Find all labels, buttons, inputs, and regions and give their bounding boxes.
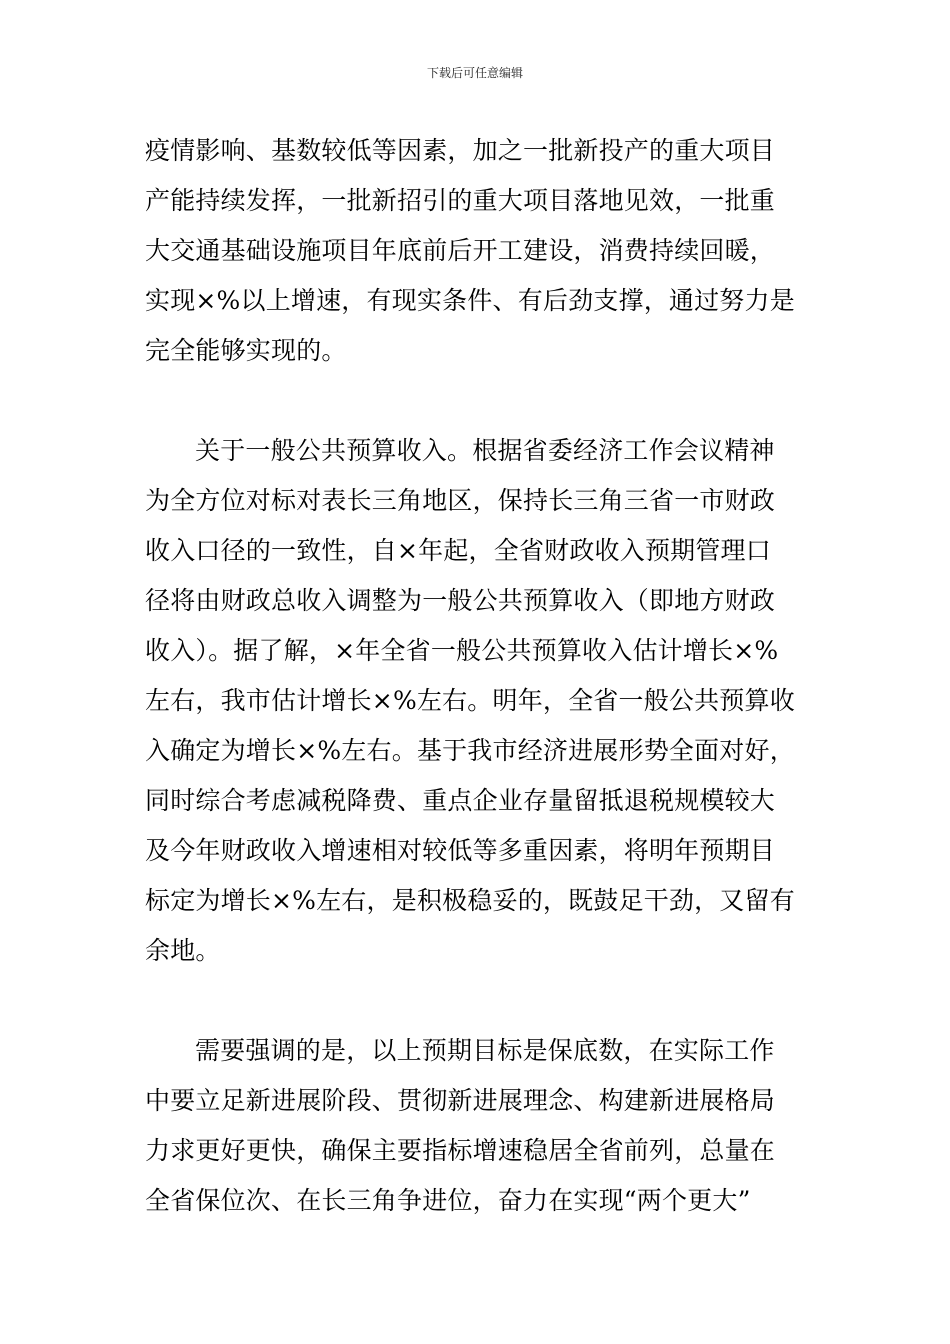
page-header: 下载后可任意编辑 — [426, 66, 523, 80]
text-line: 需要强调的是，以上预期目标是保底数，在实际工作 — [195, 1036, 775, 1065]
text-line: 大交通基础设施项目年底前后开工建设，消费持续回暖， — [145, 236, 776, 265]
text-line: 疫情影响、基数较低等因素，加之一批新投产的重大项目 — [145, 136, 776, 165]
text-line: 标定为增长×%左右，是积极稳妥的，既鼓足干劲，又留有 — [145, 886, 795, 915]
text-line: 实现×%以上增速，有现实条件、有后劲支撑，通过努力是 — [145, 286, 795, 315]
text-line: 入确定为增长×%左右。基于我市经济进展形势全面对好， — [145, 736, 795, 765]
text-line: 收入）。据了解，×年全省一般公共预算收入估计增长×% — [145, 636, 779, 665]
text-line: 中要立足新进展阶段、贯彻新进展理念、构建新进展格局 — [145, 1086, 776, 1115]
text-line: 收入口径的一致性，自×年起，全省财政收入预期管理口 — [145, 536, 771, 565]
paragraph-2 — [145, 426, 810, 976]
text-line: 完全能够实现的。 — [145, 336, 347, 365]
text-line: 力求更好更快，确保主要指标增速稳居全省前列，总量在 — [145, 1136, 776, 1165]
text-line: 同时综合考虑减税降费、重点企业存量留抵退税规模较大 — [145, 786, 776, 815]
paragraph-gap — [145, 976, 810, 1026]
text-line: 余地。 — [145, 936, 221, 965]
text-line: 及今年财政收入增速相对较低等多重因素，将明年预期目 — [145, 836, 776, 865]
paragraph-3 — [145, 1026, 810, 1226]
paragraph-1 — [145, 126, 810, 376]
document-body — [145, 126, 810, 1226]
text-line: 产能持续发挥，一批新招引的重大项目落地见效，一批重 — [145, 186, 776, 215]
text-line: 径将由财政总收入调整为一般公共预算收入（即地方财政 — [145, 586, 776, 615]
text-line: 为全方位对标对表长三角地区，保持长三角三省一市财政 — [145, 486, 776, 515]
text-line: 左右，我市估计增长×%左右。明年，全省一般公共预算收 — [145, 686, 795, 715]
text-line: 关于一般公共预算收入。根据省委经济工作会议精神 — [195, 436, 775, 465]
paragraph-gap — [145, 376, 810, 426]
text-line: 全省保位次、在长三角争进位，奋力在实现“两个更大” — [145, 1186, 751, 1215]
